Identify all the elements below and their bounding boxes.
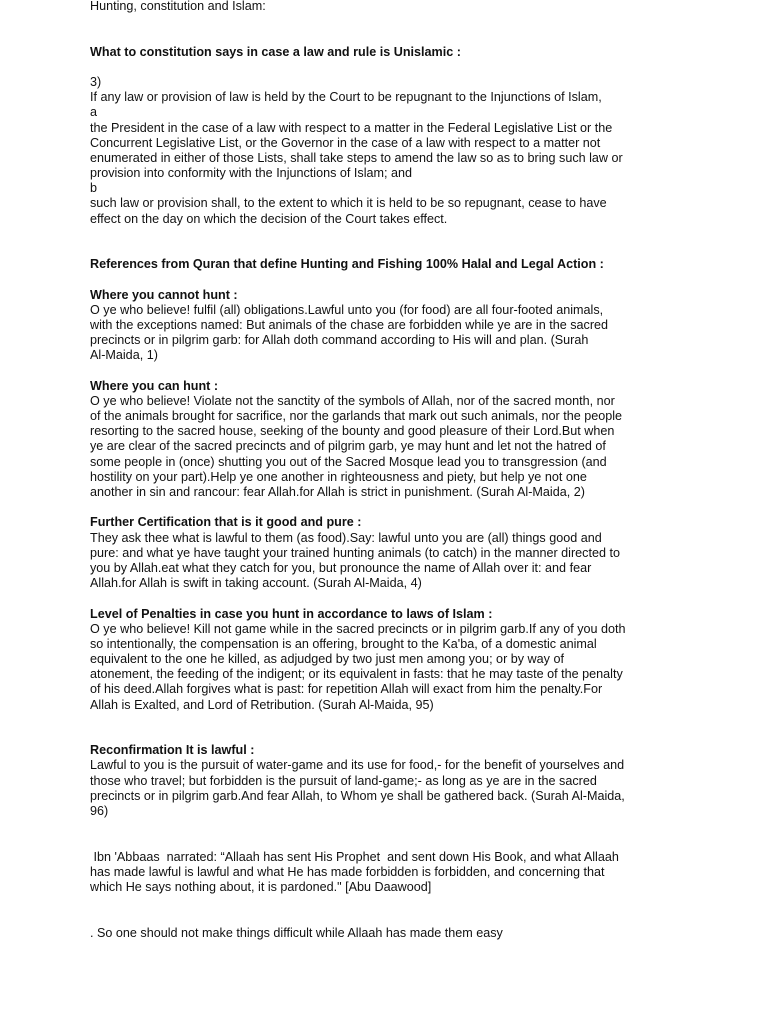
clause-a-line: Concurrent Legislative List, or the Governor in the case of a law with respect to a matter not — [90, 135, 601, 150]
paragraph-line: so intentionally, the compensation is an offering, brought to the Ka'ba, of a domestic animal — [90, 636, 597, 651]
paragraph-line: Allah is Exalted, and Lord of Retribution. (Surah Al-Maida, 95) — [90, 697, 434, 712]
reconfirmation-heading: Reconfirmation It is lawful : — [90, 743, 255, 758]
paragraph-line: another in sin and rancour: fear Allah.for Allah is strict in punishment. (Surah Al-Maida, 2) — [90, 485, 585, 500]
penalties-text — [90, 622, 690, 713]
paragraph-line: hostility on your part).Help ye one another in righteousness and piety, but help ye not one — [90, 469, 587, 484]
paragraph-line: O ye who believe! Violate not the sanctity of the symbols of Allah, nor of the sacred month, nor — [90, 393, 615, 408]
certification-text — [90, 531, 690, 592]
clause-marker-b: b — [90, 181, 98, 196]
paragraph-line: ye are clear of the sacred precincts and of pilgrim garb, ye may hunt and let not the hatred of — [90, 439, 606, 454]
clause-intro: If any law or provision of law is held by the Court to be repugnant to the Injunctions of Islam, — [90, 90, 602, 105]
paragraph-line: O ye who believe! fulfil (all) obligations.Lawful unto you (for food) are all four-footed animals, — [90, 302, 604, 317]
can-hunt-text — [90, 394, 690, 500]
paragraph-line: precincts or in pilgrim garb.And fear Allah, to Whom ye shall be gathered back. (Surah Al-Maida, — [90, 788, 625, 803]
clause-b-line: effect on the day on which the decision of the Court takes effect. — [90, 211, 448, 226]
paragraph-line: equivalent to the one he killed, as adjudged by two just men among you; or by way of — [90, 652, 564, 667]
certification-heading: Further Certification that is it good and pure : — [90, 515, 362, 530]
clause-marker-a: a — [90, 105, 98, 120]
paragraph-line: of the animals brought for sacrifice, nor the garlands that mark out such animals, nor the people — [90, 409, 623, 424]
document-top-title: Hunting, constitution and Islam: — [90, 0, 266, 13]
paragraph-line: Ibn 'Abbaas narrated: “Allaah has sent His Prophet and sent down His Book, and what Allaah — [90, 849, 619, 864]
paragraph-line: precincts or in pilgrim garb: for Allah doth command according to His will and plan. (Surah — [90, 333, 589, 348]
paragraph-line: resorting to the sacred house, seeking of the bounty and good pleasure of their Lord.But when — [90, 424, 615, 439]
paragraph-line: some people in (once) shutting you out of the Sacred Mosque lead you to transgression (and — [90, 454, 607, 469]
cannot-hunt-text — [90, 303, 690, 364]
clause-b-text — [90, 196, 690, 226]
paragraph-line: pure: and what ye have taught your trained hunting animals (to catch) in the manner directed to — [90, 545, 620, 560]
paragraph-line: with the exceptions named: But animals of the chase are forbidden while ye are in the sacred — [90, 317, 609, 332]
hadith-text — [90, 850, 690, 896]
paragraph-line: you by Allah.eat what they catch for you, but pronounce the name of Allah over it: and fear — [90, 560, 592, 575]
clause-a-line: the President in the case of a law with respect to a matter in the Federal Legislative List or the — [90, 120, 613, 135]
closing-remark: . So one should not make things difficult while Allaah has made them easy — [90, 925, 503, 940]
paragraph-line: Lawful to you is the pursuit of water-game and its use for food,- for the benefit of yourselves and — [90, 758, 625, 773]
paragraph-line: O ye who believe! Kill not game while in the sacred precincts or in pilgrim garb.If any of you doth — [90, 621, 626, 636]
penalties-heading: Level of Penalties in case you hunt in accordance to laws of Islam : — [90, 606, 493, 621]
constitution-heading: What to constitution says in case a law and rule is Unislamic : — [90, 44, 461, 59]
paragraph-line: has made lawful is lawful and what He has made forbidden is forbidden, and concerning that — [90, 864, 605, 879]
can-hunt-heading: Where you can hunt : — [90, 378, 219, 393]
references-heading: References from Quran that define Hunting and Fishing 100% Halal and Legal Action : — [90, 257, 604, 272]
clause-b-line: such law or provision shall, to the extent to which it is held to be so repugnant, cease to have — [90, 196, 607, 211]
paragraph-line: Al-Maida, 1) — [90, 348, 158, 363]
reconfirmation-text — [90, 758, 690, 819]
clause-number: 3) — [90, 74, 102, 89]
cannot-hunt-heading: Where you cannot hunt : — [90, 287, 238, 302]
paragraph-line: They ask thee what is lawful to them (as food).Say: lawful unto you are (all) things good and — [90, 530, 602, 545]
clause-a-text — [90, 121, 690, 182]
clause-a-line: enumerated in either of those Lists, shall take steps to amend the law so as to bring such law or — [90, 150, 623, 165]
document-page — [90, 0, 690, 941]
clause-a-line: provision into conformity with the Injunctions of Islam; and — [90, 166, 412, 181]
paragraph-line: those who travel; but forbidden is the pursuit of land-game;- as long as ye are in the sacred — [90, 773, 597, 788]
paragraph-line: Allah.for Allah is swift in taking account. (Surah Al-Maida, 4) — [90, 576, 422, 591]
paragraph-line: of his deed.Allah forgives what is past: for repetition Allah will exact from him the penalty.For — [90, 682, 603, 697]
paragraph-line: which He says nothing about, it is pardoned." [Abu Daawood] — [90, 879, 432, 894]
paragraph-line: 96) — [90, 803, 109, 818]
paragraph-line: atonement, the feeding of the indigent; or its equivalent in fasts: that he may taste of the penalty — [90, 667, 623, 682]
